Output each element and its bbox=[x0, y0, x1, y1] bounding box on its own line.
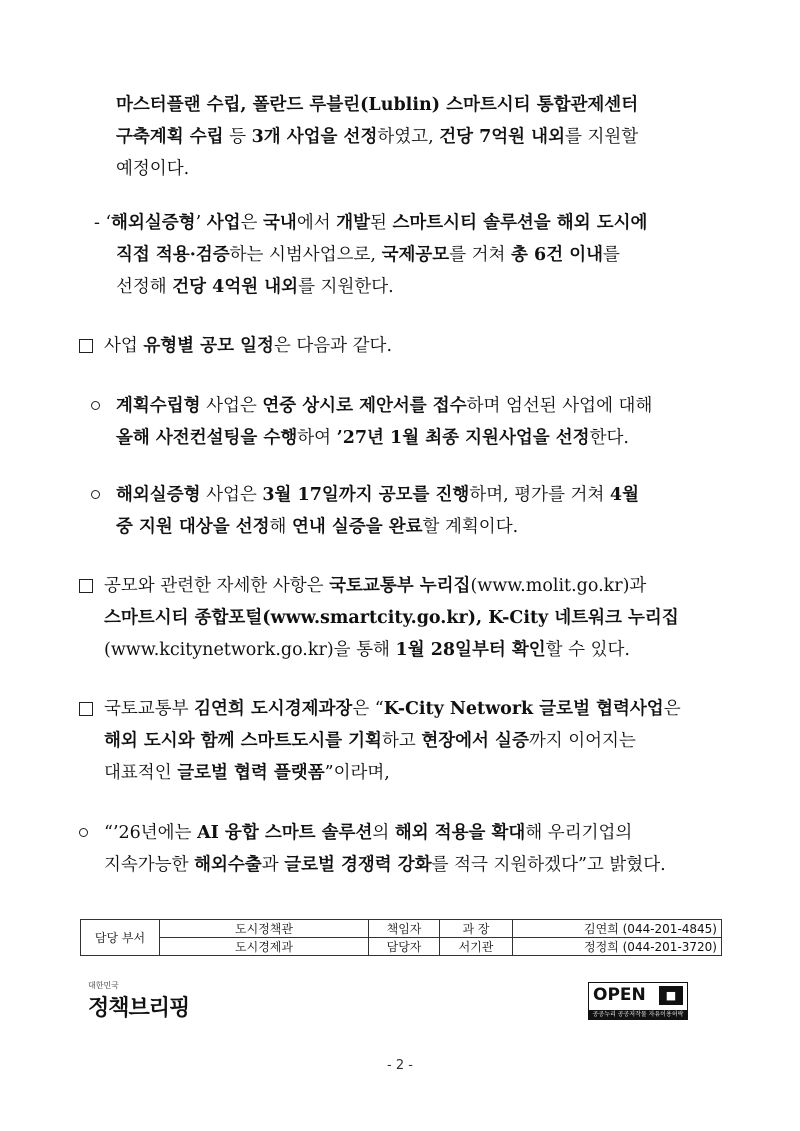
dept-label: 담당 부서 bbox=[81, 920, 160, 956]
paragraph-line: 공모와 관련한 자세한 사항은 국토교통부 누리집(www.molit.go.kr)과 bbox=[104, 576, 647, 596]
paragraph-line: - ‘해외실증형’ 사업은 국내에서 개발된 스마트시티 솔루션을 해외 도시에 bbox=[94, 213, 648, 233]
policy-briefing-logo bbox=[88, 980, 189, 1022]
paragraph-line: 마스터플랜 수립, 폴란드 루블린(Lublin) 스마트시티 통합관제센터 bbox=[116, 95, 639, 115]
page-number: - 2 - bbox=[387, 1058, 413, 1073]
paragraph-line: “’26년에는 AI 융합 스마트 솔루션의 해외 적용을 확대해 우리기업의 bbox=[104, 823, 633, 843]
position-title: 과 장 bbox=[440, 920, 513, 938]
kogl-open-logo bbox=[588, 982, 688, 1020]
paragraph-line: 선정해 건당 4억원 내외를 지원한다. bbox=[116, 277, 394, 297]
position-title: 서기관 bbox=[440, 938, 513, 956]
paragraph-line: 해외실증형 사업은 3월 17일까지 공모를 진행하며, 평가를 거쳐 4월 bbox=[116, 485, 640, 505]
paragraph-line: 예정이다. bbox=[116, 159, 190, 179]
paragraph-line: 해외 도시와 함께 스마트도시를 기획하고 현장에서 실증까지 이어지는 bbox=[104, 731, 636, 751]
open-text: OPEN bbox=[593, 985, 646, 1005]
checkbox-bullet-icon bbox=[79, 702, 93, 716]
circle-bullet-icon bbox=[91, 401, 100, 410]
person-contact: 김연희 (044-201-4845) bbox=[513, 920, 722, 938]
logo-small-text: 대한민국 bbox=[88, 981, 119, 990]
division-name: 도시경제과 bbox=[160, 938, 369, 956]
logo-main-text: 정책브리핑 bbox=[88, 996, 190, 1021]
office-name: 도시정책관 bbox=[160, 920, 369, 938]
paragraph-line: 스마트시티 종합포털(www.smartcity.go.kr), K-City 네트워크 누리집 bbox=[104, 608, 679, 628]
contact-table bbox=[80, 919, 722, 956]
paragraph-line: 중 지원 대상을 선정해 연내 실증을 완료할 계획이다. bbox=[116, 517, 519, 537]
circle-bullet-icon bbox=[79, 828, 88, 837]
person-contact: 정정희 (044-201-3720) bbox=[513, 938, 722, 956]
paragraph-line: 계획수립형 사업은 연중 상시로 제안서를 접수하며 엄선된 사업에 대해 bbox=[116, 396, 653, 416]
checkbox-bullet-icon bbox=[79, 339, 93, 353]
paragraph-line: 올해 사전컨설팅을 수행하여 ’27년 1월 최종 지원사업을 선정한다. bbox=[116, 428, 629, 448]
checkbox-bullet-icon bbox=[79, 579, 93, 593]
paragraph-line: 구축계획 수립 등 3개 사업을 선정하였고, 건당 7억원 내외를 지원할 bbox=[116, 127, 639, 147]
paragraph-line: 국토교통부 김연희 도시경제과장은 “K-City Network 글로벌 협력사업은 bbox=[104, 699, 681, 719]
kogl-bar-text: 공공누리 공공저작물 자유이용허락 bbox=[589, 1010, 687, 1019]
paragraph-line: 사업 유형별 공모 일정은 다음과 같다. bbox=[104, 336, 393, 356]
role-label: 책임자 bbox=[369, 920, 440, 938]
paragraph-line: 대표적인 글로벌 협력 플랫폼”이라며, bbox=[104, 763, 390, 783]
paragraph-line: 직접 적용·검증하는 시범사업으로, 국제공모를 거쳐 총 6건 이내를 bbox=[116, 245, 620, 265]
role-label: 담당자 bbox=[369, 938, 440, 956]
paragraph-line: (www.kcitynetwork.go.kr)을 통해 1월 28일부터 확인할 수 있다. bbox=[104, 640, 630, 660]
paragraph-line: 지속가능한 해외수출과 글로벌 경쟁력 강화를 적극 지원하겠다”고 밝혔다. bbox=[104, 855, 666, 875]
circle-bullet-icon bbox=[91, 490, 100, 499]
attribution-icon: ■ bbox=[659, 986, 683, 1005]
